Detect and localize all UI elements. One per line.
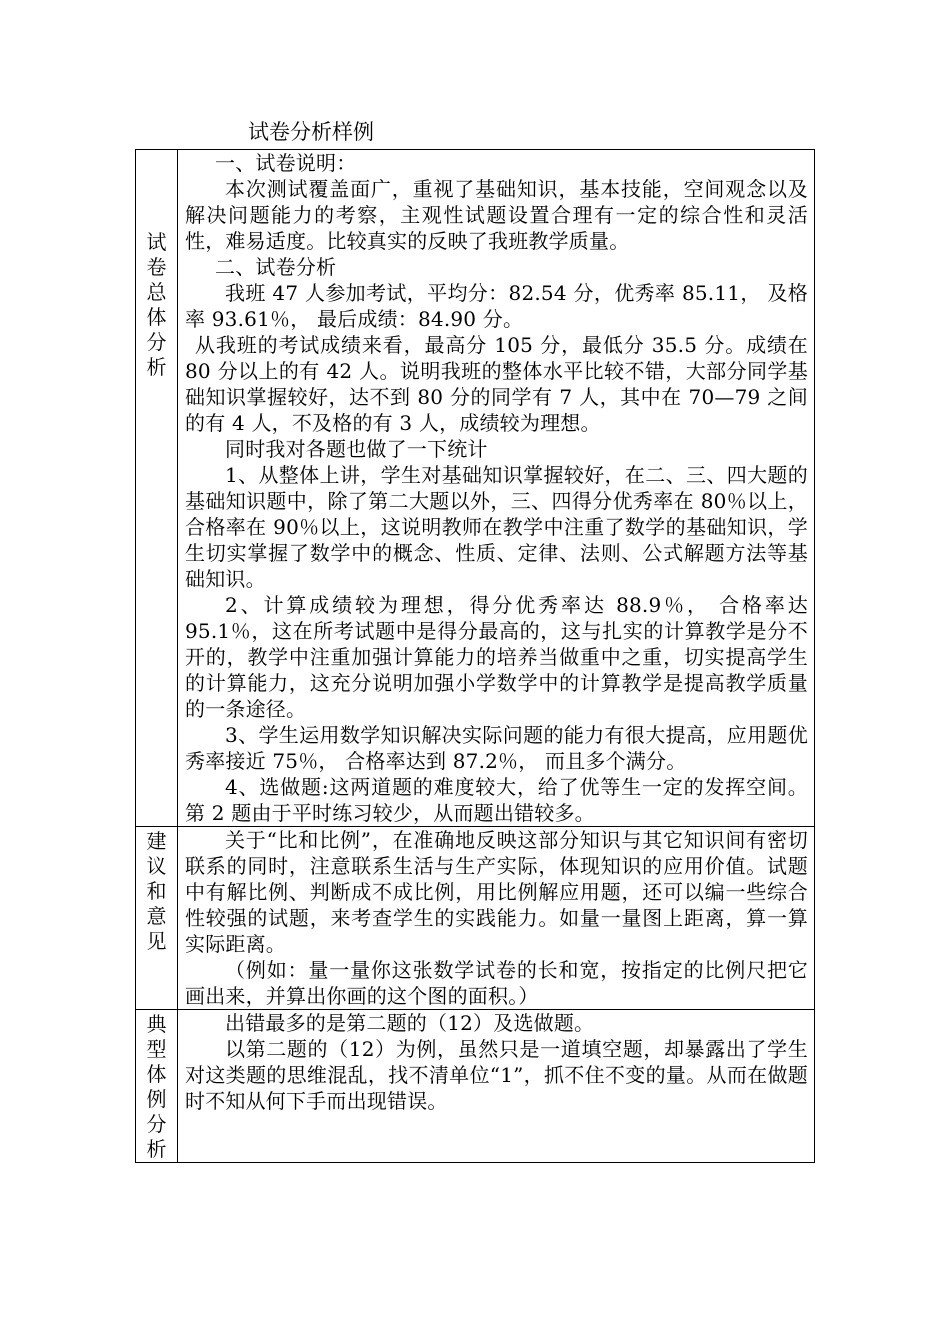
label-char: 分 (146, 330, 167, 354)
content-cell-suggestions (178, 827, 815, 1010)
label-char: 卷 (146, 255, 167, 279)
table-row-suggestions (136, 827, 815, 1010)
row-label-cell (136, 1010, 178, 1163)
label-char: 试 (146, 230, 167, 254)
paragraph: 关于“比和比例”，在准确地反映这部分知识与其它知识间有密切联系的同时，注意联系生活与生产实际，体现知识的应用价值。试题中有解比例、判断成不成比例，用比例解应用题，还可以编一些综合性较强的试题，来考查学生的实践能力。如量一量图上距离，算一算实际距离。 (185, 828, 808, 956)
label-char: 析 (146, 1137, 167, 1161)
paragraph: 同时我对各题也做了一下统计 (225, 437, 488, 461)
paragraph: 从我班的考试成绩来看，最高分 105 分，最低分 35.5 分。成绩在 80 分以上的有 42 人。说明我班的整体水平比较不错，大部分同学基础知识掌握较好，达不到 80 分的同学有 7 人，其中在 70—79 之间的有 4 人，不及格的有 3 人，成绩较为理想。 (185, 333, 808, 435)
row-label-typical-cases (136, 1010, 177, 1162)
paragraph: 3、学生运用数学知识解决实际问题的能力有很大提高，应用题优秀率接近 75％， 合格率达到 87.2％， 而且多个满分。 (185, 723, 808, 773)
label-char: 体 (146, 1062, 167, 1086)
paragraph: 2、计算成绩较为理想，得分优秀率达 88.9％， 合格率达 95.1％，这在所考试题中是得分最高的，这与扎实的计算教学是分不开的，教学中注重加强计算能力的培养当做重中之重，切实提高学生的计算能力，这充分说明加强小学数学中的计算教学是提高教学质量的一条途径。 (185, 593, 808, 721)
page-title: 试卷分析样例 (248, 120, 374, 144)
label-char: 见 (146, 929, 167, 953)
paragraph: 以第二题的（12）为例，虽然只是一道填空题，却暴露出了学生对这类题的思维混乱，找不清单位“1”，抓不住不变的量。从而在做题时不知从何下手而出现错误。 (185, 1037, 808, 1113)
label-char: 析 (146, 355, 167, 379)
content-cell-overall-analysis (178, 150, 815, 827)
label-char: 例 (146, 1087, 167, 1111)
row-label-cell (136, 827, 178, 1010)
label-char: 分 (146, 1112, 167, 1136)
paragraph: 1、从整体上讲，学生对基础知识掌握较好，在二、三、四大题的基础知识题中，除了第二大题以外，三、四得分优秀率在 80％以上，合格率在 90％以上，这说明教师在教学中注重了数学的基础知识，学生切实掌握了数学中的概念、性质、定律、法则、公式解题方法等基础知识。 (185, 463, 808, 591)
row-label-suggestions (136, 827, 177, 954)
paragraph: 出错最多的是第二题的（12）及选做题。 (225, 1011, 595, 1035)
label-char: 和 (146, 879, 167, 903)
label-char: 总 (146, 280, 167, 304)
label-char: 议 (146, 854, 167, 878)
row-label-cell (136, 150, 178, 827)
analysis-table (135, 149, 815, 1163)
label-char: 意 (146, 904, 167, 928)
table-row-typical-cases (136, 1010, 815, 1163)
paragraph: 本次测试覆盖面广，重视了基础知识，基本技能，空间观念以及解决问题能力的考察，主观性试题设置合理有一定的综合性和灵活性，难易适度。比较真实的反映了我班教学质量。 (185, 177, 808, 253)
label-char: 建 (146, 829, 167, 853)
section-heading: 二、试卷分析 (215, 255, 337, 279)
label-char: 型 (146, 1037, 167, 1061)
label-char: 体 (146, 305, 167, 329)
content-cell-typical-cases (178, 1010, 815, 1163)
paragraph: 我班 47 人参加考试，平均分：82.54 分，优秀率 85.11， 及格率 93.61％， 最后成绩：84.90 分。 (185, 281, 808, 331)
table-row-overall-analysis (136, 150, 815, 827)
row-label-overall-analysis (136, 150, 177, 380)
paragraph: （例如：量一量你这张数学试卷的长和宽，按指定的比例尺把它画出来，并算出你画的这个图的面积。） (185, 958, 808, 1008)
label-char: 典 (146, 1012, 167, 1036)
paragraph: 4、选做题:这两道题的难度较大，给了优等生一定的发挥空间。第 2 题由于平时练习较少，从而题出错较多。 (185, 775, 808, 825)
section-heading: 一、试卷说明： (215, 151, 357, 175)
